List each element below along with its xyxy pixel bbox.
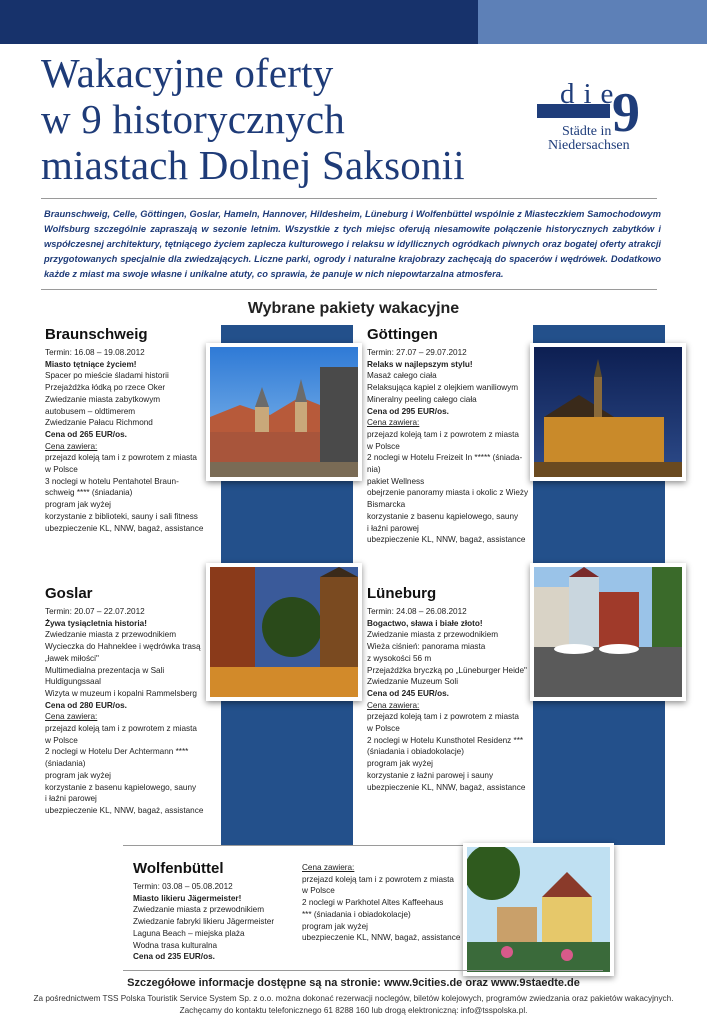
offer-line: Zwiedzanie miasta z przewodnikiem: [133, 905, 265, 915]
offer-line: Zwiedzanie miasta z przewodnikiem: [45, 630, 177, 640]
photo-braunschweig: [206, 343, 362, 481]
photo-gottingen: [530, 343, 686, 481]
offer-line: korzystanie z basenu kąpielowego, sauny: [367, 511, 519, 521]
offer-line: 3 noclegi w hotelu Pentahotel Braun-: [45, 476, 179, 486]
footer-line-2: Zachęcamy do kontaktu telefonicznego 61 8288 160 lub drogą elektroniczną: info@tsspolska.pl.: [179, 1006, 528, 1015]
offer-line: w Polsce: [367, 441, 400, 451]
offer-line: korzystanie z biblioteki, sauny i sali fitness: [45, 511, 198, 521]
offer-luneburg: [367, 606, 527, 793]
offer-line: ubezpieczenie KL, NNW, bagaż, assistance: [367, 782, 526, 792]
offer-wolfenbuttel: [133, 881, 274, 963]
offer-line: Cena od 245 EUR/os.: [367, 688, 449, 698]
offer-line: Termin: 03.08 – 05.08.2012: [133, 882, 233, 891]
offer-line: program jak wyżej: [367, 759, 433, 769]
title-line-2: w 9 historycznych: [41, 96, 345, 142]
gottingen-photo-svg: [534, 347, 682, 477]
offer-line: Cena zawiera:: [45, 441, 98, 451]
offer-gottingen: [367, 347, 528, 546]
city-title-braunschweig: Braunschweig: [45, 326, 148, 343]
footer-main: Szczegółowe informacje dostępne są na stronie: www.9cities.de oraz www.9staedte.de: [127, 977, 580, 989]
offer-line: ubezpieczenie KL, NNW, bagaż, assistance: [367, 535, 526, 545]
offer-line: Zwiedzanie fabryki likieru Jägermeister: [133, 917, 275, 927]
wolfenbuttel-photo-svg: [467, 847, 610, 972]
offer-line: 2 noclegi w Hotelu Freizeit In ***** (śniada-: [367, 453, 523, 463]
offer-line: program jak wyżej: [45, 770, 111, 780]
offer-line: Cena zawiera:: [302, 863, 355, 872]
offer-line: Przejażdżka bryczką po „Lüneburger Heide": [367, 665, 527, 675]
photo-luneburg: [530, 563, 686, 701]
offer-line: Termin: 27.07 – 29.07.2012: [367, 348, 467, 357]
offer-line: Termin: 20.07 – 22.07.2012: [45, 607, 145, 616]
offer-line: *** (śniadania i obiadokolacje): [302, 909, 411, 919]
offer-line: Cena zawiera:: [45, 712, 98, 722]
offer-line: Bogactwo, sława i białe złoto!: [367, 618, 483, 628]
offer-line: Wodna trasa kulturalna: [133, 940, 218, 950]
offer-line: Zwiedzanie Muzeum Soli: [367, 677, 459, 687]
offer-line: Wieża ciśnień: panorama miasta: [367, 642, 486, 652]
goslar-photo-svg: [210, 567, 358, 697]
offer-line: z wysokości 56 m: [367, 653, 432, 663]
offer-line: ubezpieczenie KL, NNW, bagaż, assistance: [45, 805, 204, 815]
offer-line: Huldigungssaal: [45, 677, 101, 687]
offer-line: Wizyta w muzeum i kopalni Rammelsberg: [45, 688, 197, 698]
title-line-1: Wakacyjne oferty: [41, 50, 334, 96]
offer-line: ubezpieczenie KL, NNW, bagaż, assistance: [45, 523, 204, 533]
title-line-3: miastach Dolnej Saksonii: [41, 142, 465, 188]
offer-line: Spacer po mieście śladami historii: [45, 371, 169, 381]
offer-line: Zwiedzanie miasta zabytkowym: [45, 394, 161, 404]
offer-line: w Polsce: [45, 735, 78, 745]
logo-line-2: Niedersachsen: [548, 138, 630, 153]
offer-line: ubezpieczenie KL, NNW, bagaż, assistance: [302, 933, 461, 943]
page-title: [41, 50, 511, 188]
offer-line: (śniadania): [45, 759, 86, 769]
offer-line: w Polsce: [367, 724, 400, 734]
offer-line: Bismarcka: [367, 500, 406, 510]
offer-line: Żywa tysiącletnia historia!: [45, 618, 147, 628]
offer-line: 2 noclegi w Parkhotel Altes Kaffeehaus: [302, 898, 444, 908]
offer-line: obejrzenie panoramy miasta i okolic z Wieży: [367, 488, 529, 498]
offer-line: Masaż całego ciała: [367, 371, 437, 381]
offer-line: korzystanie z basenu kąpielowego, sauny: [45, 782, 197, 792]
offer-goslar: [45, 606, 203, 817]
photo-wolfenbuttel: [463, 843, 614, 976]
divider-footer: [123, 970, 603, 971]
offer-line: Cena od 280 EUR/os.: [45, 700, 127, 710]
offer-line: Cena od 235 EUR/os.: [133, 952, 215, 962]
logo-die: die: [560, 78, 623, 110]
offer-line: Cena od 265 EUR/os.: [45, 429, 127, 439]
offer-line: Zwiedzanie miasta z przewodnikiem: [367, 630, 499, 640]
offer-line: autobusem – oldtimerem: [45, 406, 136, 416]
header-bar-dark: [0, 0, 478, 44]
offer-line: Relaks w najlepszym stylu!: [367, 359, 473, 369]
offer-line: „ławek miłości": [45, 653, 99, 663]
intro-text: Braunschweig, Celle, Göttingen, Goslar, Hameln, Hannover, Hildesheim, Lüneburg i Wolfenbüttel wspólnie z Miasteczkiem Samochodowym Wolfsburg szczególnie zapraszają w sezonie letnim. Wszystkie z tych miejsc oferują niesamowite połączenie historycznych zabytków i współczesnej architektury, tętniącego życiem zaplecza kulturowego i relaksu w idyllicznych ogródkach piwnych oraz bogatej oferty atrakcji przygotowanych specjalnie dla zwiedzających. Liczne parki, ogrody i naturalne krajobrazy zachęcają do spacerów i wędrówek. Dodatkowo każde z miast ma swoje własne i unikalne atuty, co sprawia, że panuje w nich niepowtarzalna atmosfera.: [44, 209, 661, 279]
header-bar-light: [478, 0, 707, 44]
city-title-goslar: Goslar: [45, 585, 93, 602]
offer-line: 2 noclegi w Hotelu Der Achtermann ****: [45, 747, 189, 757]
offer-line: Cena zawiera:: [367, 700, 420, 710]
offer-line: przejazd koleją tam i z powrotem z miasta: [45, 453, 197, 463]
offer-line: 2 noclegi w Hotelu Kunsthotel Residenz ***: [367, 735, 524, 745]
offer-line: przejazd koleją tam i z powrotem z miasta: [367, 429, 519, 439]
offer-line: Cena od 295 EUR/os.: [367, 406, 449, 416]
offer-line: Laguna Beach – miejska plaża: [133, 928, 245, 938]
offer-line: program jak wyżej: [302, 921, 368, 931]
logo-nine: 9: [612, 82, 640, 144]
city-title-luneburg: Lüneburg: [367, 585, 437, 602]
offer-line: przejazd koleją tam i z powrotem z miasta: [302, 874, 454, 884]
offer-line: w Polsce: [45, 465, 78, 475]
offer-line: Miasto tętniące życiem!: [45, 359, 137, 369]
offer-line: (śniadania i obiadokolacje): [367, 747, 464, 757]
offer-braunschweig: [45, 347, 203, 534]
offer-line: Zwiedzanie Pałacu Richmond: [45, 418, 153, 428]
offer-line: Mineralny peeling całego ciała: [367, 394, 477, 404]
footer-line-1: Za pośrednictwem TSS Polska Touristik Service System Sp. z o.o. można dokonać rezerwacji noclegów, biletów kolejowych, programów zwiedzania oraz pakietów wakacyjnych.: [33, 994, 674, 1003]
city-title-gottingen: Göttingen: [367, 326, 438, 343]
section-title: Wybrane pakiety wakacyjne: [247, 300, 460, 317]
offer-line: schweig **** (śniadania): [45, 488, 133, 498]
offer-line: nia): [367, 465, 381, 475]
braunschweig-photo-svg: [210, 347, 358, 477]
offer-line: i łaźni parowej: [367, 523, 419, 533]
offer-line: program jak wyżej: [45, 500, 111, 510]
divider-intro: [41, 289, 657, 290]
offer-line: Miasto likieru Jägermeister!: [133, 893, 242, 903]
offer-line: przejazd koleją tam i z powrotem z miasta: [45, 724, 197, 734]
offer-line: Termin: 24.08 – 26.08.2012: [367, 607, 467, 616]
offer-line: Multimedialna prezentacja w Sali: [45, 665, 165, 675]
offer-line: Przejażdżka łódką po rzece Oker: [45, 383, 166, 393]
city-title-wolfenbuttel: Wolfenbüttel: [133, 860, 224, 877]
luneburg-photo-svg: [534, 567, 682, 697]
offer-line: Wycieczka do Hahneklee i wędrówka trasą: [45, 642, 201, 652]
offer-line: pakiet Wellness: [367, 476, 425, 486]
offer-line: w Polsce: [302, 886, 335, 896]
offer-line: Termin: 16.08 – 19.08.2012: [45, 348, 145, 357]
offer-line: i łaźni parowej: [45, 794, 97, 804]
offer-line: korzystanie z łaźni parowej i sauny: [367, 770, 494, 780]
divider-top: [41, 198, 657, 199]
logo-line-1: Städte in: [562, 124, 612, 139]
offer-wolfenbuttel-includes: [302, 862, 460, 944]
photo-goslar: [206, 563, 362, 701]
offer-line: Cena zawiera:: [367, 418, 420, 428]
offer-line: przejazd koleją tam i z powrotem z miasta: [367, 712, 519, 722]
offer-line: Relaksująca kąpiel z olejkiem waniliowym: [367, 383, 519, 393]
